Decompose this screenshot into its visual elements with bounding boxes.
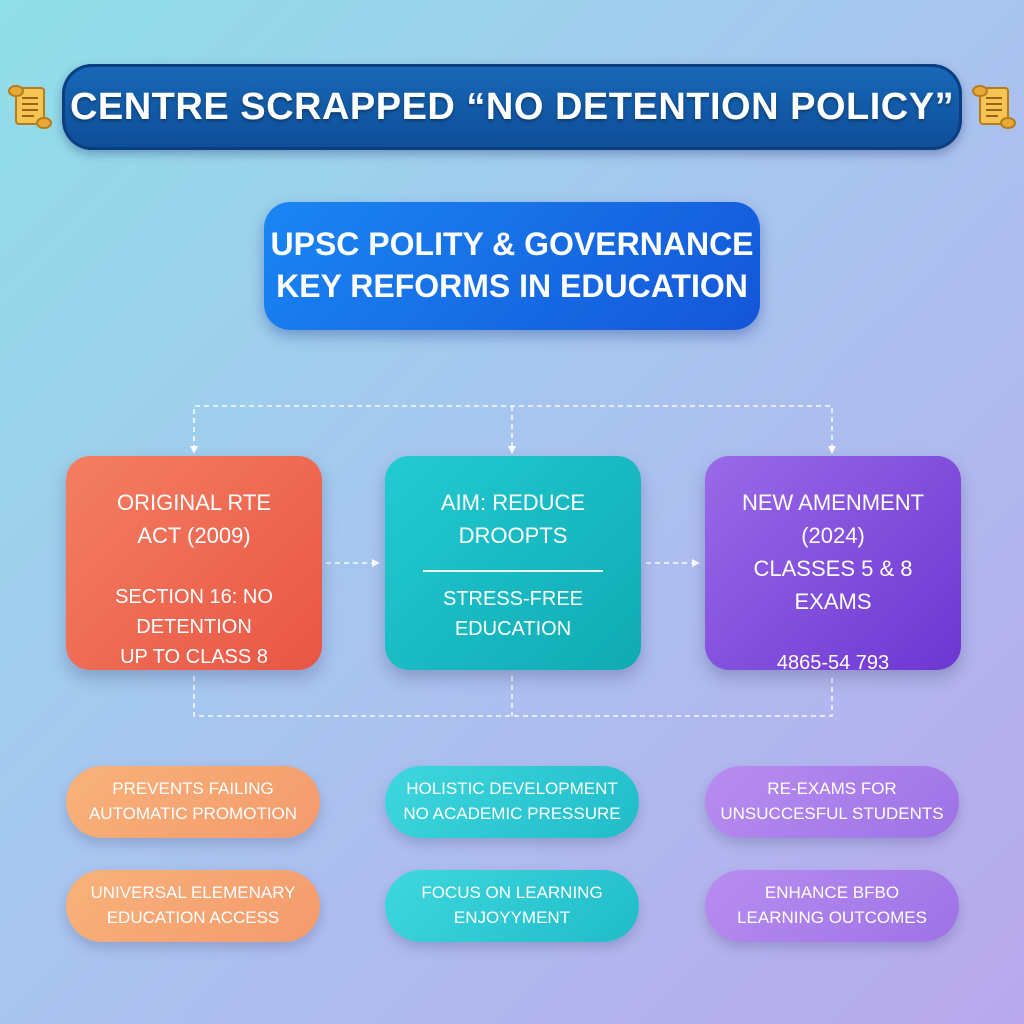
title-banner (62, 64, 962, 150)
subtitle-line-2: KEY REFORMS IN EDUCATION (276, 268, 748, 304)
pill-universal-education (66, 870, 320, 942)
pill-re-exams (705, 766, 959, 838)
pill-line: UNSUCCESFUL STUDENTS (720, 804, 944, 823)
subtitle-line-1: UPSC POLITY & GOVERNANCE (270, 226, 754, 263)
pill-line: UNIVERSAL ELEMENARY (90, 883, 296, 903)
pill-line: PREVENTS FAILING (112, 779, 274, 799)
card-original-rte-act (66, 456, 322, 670)
pill-line: NO ACADEMIC PRESSURE (403, 804, 621, 823)
card-body: SECTION 16: NO DETENTION UP TO CLASS 8 (115, 586, 273, 668)
pill-focus-on-learning (385, 870, 639, 942)
card-heading: AIM: REDUCE DROOPTS (440, 490, 586, 548)
pill-line: HOLISTIC DEVELOPMENT (406, 779, 618, 799)
card-divider (423, 570, 603, 572)
pill-enhance-outcomes (705, 870, 959, 942)
pill-line: RE-EXAMS FOR (767, 779, 897, 799)
pill-line: FOCUS ON LEARNING (421, 883, 603, 903)
pill-line: AUTOMATIC PROMOTION (88, 804, 298, 823)
pill-line: EDUCATION ACCESS (106, 908, 280, 927)
card-heading: NEW AMENMENT (2024) CLASSES 5 & 8 EXAMS (741, 490, 925, 614)
scroll-icon (970, 82, 1018, 132)
pill-line: ENHANCE BFBO (764, 883, 900, 903)
card-body: 4865-54 793 (776, 652, 890, 674)
card-new-amendment (705, 456, 961, 674)
scroll-icon (6, 82, 54, 132)
pill-prevents-failing (66, 766, 320, 838)
pill-line: LEARNING OUTCOMES (737, 908, 927, 927)
subtitle-box (264, 202, 760, 330)
card-body: STRESS-FREE EDUCATION (442, 588, 584, 640)
pill-line: ENJOYYMENT (453, 908, 571, 927)
card-heading: ORIGINAL RTE ACT (2009) (116, 490, 272, 548)
pill-holistic-development (385, 766, 639, 838)
card-aim (385, 456, 641, 670)
page-title: CENTRE SCRAPPED “NO DETENTION POLICY” (69, 85, 955, 128)
